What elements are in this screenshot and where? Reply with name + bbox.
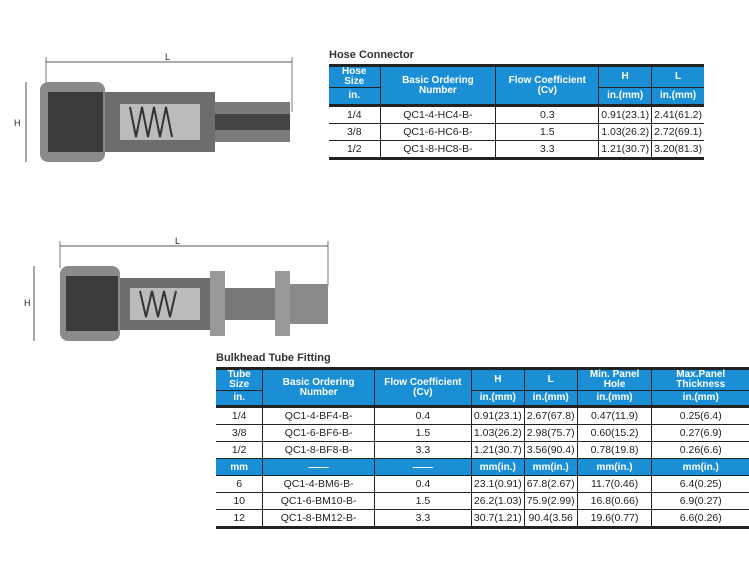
unit-row-mm — [216, 459, 749, 476]
hose-connector-title: Hose Connector — [329, 49, 414, 61]
col-header: Flow Coefficient (Cv) — [374, 369, 471, 407]
table-cell: 0.47(11.9) — [577, 407, 652, 425]
table-row — [216, 442, 749, 459]
table-cell: 1.5 — [374, 493, 471, 510]
table-cell: 0.25(6.4) — [652, 407, 749, 425]
col-header: Tube Size — [216, 369, 263, 391]
unit-cell: mm(in.) — [524, 459, 577, 476]
table-cell: 3/8 — [329, 124, 380, 141]
table-cell: QC1-4-HC4-B- — [380, 106, 496, 124]
table-row — [329, 106, 704, 124]
table-cell: 2.72(69.1) — [652, 124, 704, 141]
bulkhead-table — [216, 367, 749, 529]
table-cell: 0.26(6.6) — [652, 442, 749, 459]
table-cell: QC1-8-BM12-B- — [263, 510, 375, 528]
table-cell: QC1-4-BM6-B- — [263, 476, 375, 493]
table-cell: 0.78(19.8) — [577, 442, 652, 459]
table-cell: 19.6(0.77) — [577, 510, 652, 528]
table-cell: 3.3 — [496, 141, 599, 159]
bulkhead-fitting-drawing — [20, 236, 340, 356]
dim-h-label: H — [24, 298, 31, 308]
unit-header: in.(mm) — [471, 391, 524, 407]
table-cell: 0.91(23.1) — [599, 106, 652, 124]
unit-cell: mm(in.) — [577, 459, 652, 476]
table-row — [216, 476, 749, 493]
table-cell: 1.03(26.2) — [471, 425, 524, 442]
table-cell: 11.7(0.46) — [577, 476, 652, 493]
hose-connector-drawing — [10, 52, 310, 182]
table-cell: 1.21(30.7) — [471, 442, 524, 459]
table-cell: 1/4 — [216, 407, 263, 425]
hose-connector-table — [329, 64, 704, 160]
table-cell: QC1-8-BF8-B- — [263, 442, 375, 459]
table-cell: 3.3 — [374, 442, 471, 459]
bulkhead-title: Bulkhead Tube Fitting — [216, 352, 331, 364]
table-cell: 75.9(2.99) — [524, 493, 577, 510]
table-row — [329, 141, 704, 159]
unit-header: in.(mm) — [524, 391, 577, 407]
unit-cell: —— — [374, 459, 471, 476]
table-cell: QC1-6-BM10-B- — [263, 493, 375, 510]
col-header: H — [599, 66, 652, 88]
table-cell: 10 — [216, 493, 263, 510]
table-row — [216, 407, 749, 425]
table-row — [329, 124, 704, 141]
col-header: H — [471, 369, 524, 391]
table-cell: 23.1(0.91) — [471, 476, 524, 493]
table-cell: 26.2(1.03) — [471, 493, 524, 510]
table-cell: 0.4 — [374, 407, 471, 425]
table-cell: 1/2 — [216, 442, 263, 459]
table-cell: 16.8(0.66) — [577, 493, 652, 510]
table-cell: 3.56(90.4) — [524, 442, 577, 459]
col-header: Min. Panel Hole — [577, 369, 652, 391]
unit-header: in.(mm) — [652, 88, 704, 106]
table-cell: 1.5 — [374, 425, 471, 442]
col-header: L — [652, 66, 704, 88]
table-row — [216, 493, 749, 510]
table-cell: QC1-4-BF4-B- — [263, 407, 375, 425]
table-cell: 6.6(0.26) — [652, 510, 749, 528]
table-cell: 0.3 — [496, 106, 599, 124]
unit-cell: mm(in.) — [652, 459, 749, 476]
table-cell: 2.67(67.8) — [524, 407, 577, 425]
table-cell: QC1-8-HC8-B- — [380, 141, 496, 159]
table-row — [216, 425, 749, 442]
table-cell: 3.20(81.3) — [652, 141, 704, 159]
unit-header: in.(mm) — [652, 391, 749, 407]
unit-header: in.(mm) — [577, 391, 652, 407]
col-header: Basic Ordering Number — [263, 369, 375, 407]
table-cell: 0.4 — [374, 476, 471, 493]
dim-h-label: H — [14, 118, 21, 128]
table-cell: 6.4(0.25) — [652, 476, 749, 493]
table-row — [216, 510, 749, 528]
table-cell: 1.5 — [496, 124, 599, 141]
table-cell: 1.21(30.7) — [599, 141, 652, 159]
table-cell: 2.98(75.7) — [524, 425, 577, 442]
dim-l-label: L — [175, 236, 181, 246]
table-cell: 67.8(2.67) — [524, 476, 577, 493]
table-cell: 1/2 — [329, 141, 380, 159]
table-cell: 3.3 — [374, 510, 471, 528]
table-cell: 6.9(0.27) — [652, 493, 749, 510]
unit-cell: mm(in.) — [471, 459, 524, 476]
unit-header: in. — [329, 88, 380, 106]
table-cell: 12 — [216, 510, 263, 528]
table-cell: 1.03(26.2) — [599, 124, 652, 141]
dim-l-label: L — [165, 52, 171, 62]
table-cell: 30.7(1.21) — [471, 510, 524, 528]
unit-cell: —— — [263, 459, 375, 476]
col-header: Flow Coefficient (Cv) — [496, 66, 599, 106]
col-header: Hose Size — [329, 66, 380, 88]
table-cell: 90.4(3.56 — [524, 510, 577, 528]
table-cell: QC1-6-HC6-B- — [380, 124, 496, 141]
table-cell: 1/4 — [329, 106, 380, 124]
table-cell: 0.60(15.2) — [577, 425, 652, 442]
table-cell: 0.27(6.9) — [652, 425, 749, 442]
table-cell: 6 — [216, 476, 263, 493]
col-header: L — [524, 369, 577, 391]
table-cell: 3/8 — [216, 425, 263, 442]
col-header: Basic Ordering Number — [380, 66, 496, 106]
table-cell: 2.41(61.2) — [652, 106, 704, 124]
unit-header: in.(mm) — [599, 88, 652, 106]
table-cell: 0.91(23.1) — [471, 407, 524, 425]
unit-header: in. — [216, 391, 263, 407]
table-cell: QC1-6-BF6-B- — [263, 425, 375, 442]
unit-cell: mm — [216, 459, 263, 476]
col-header: Max.Panel Thickness — [652, 369, 749, 391]
